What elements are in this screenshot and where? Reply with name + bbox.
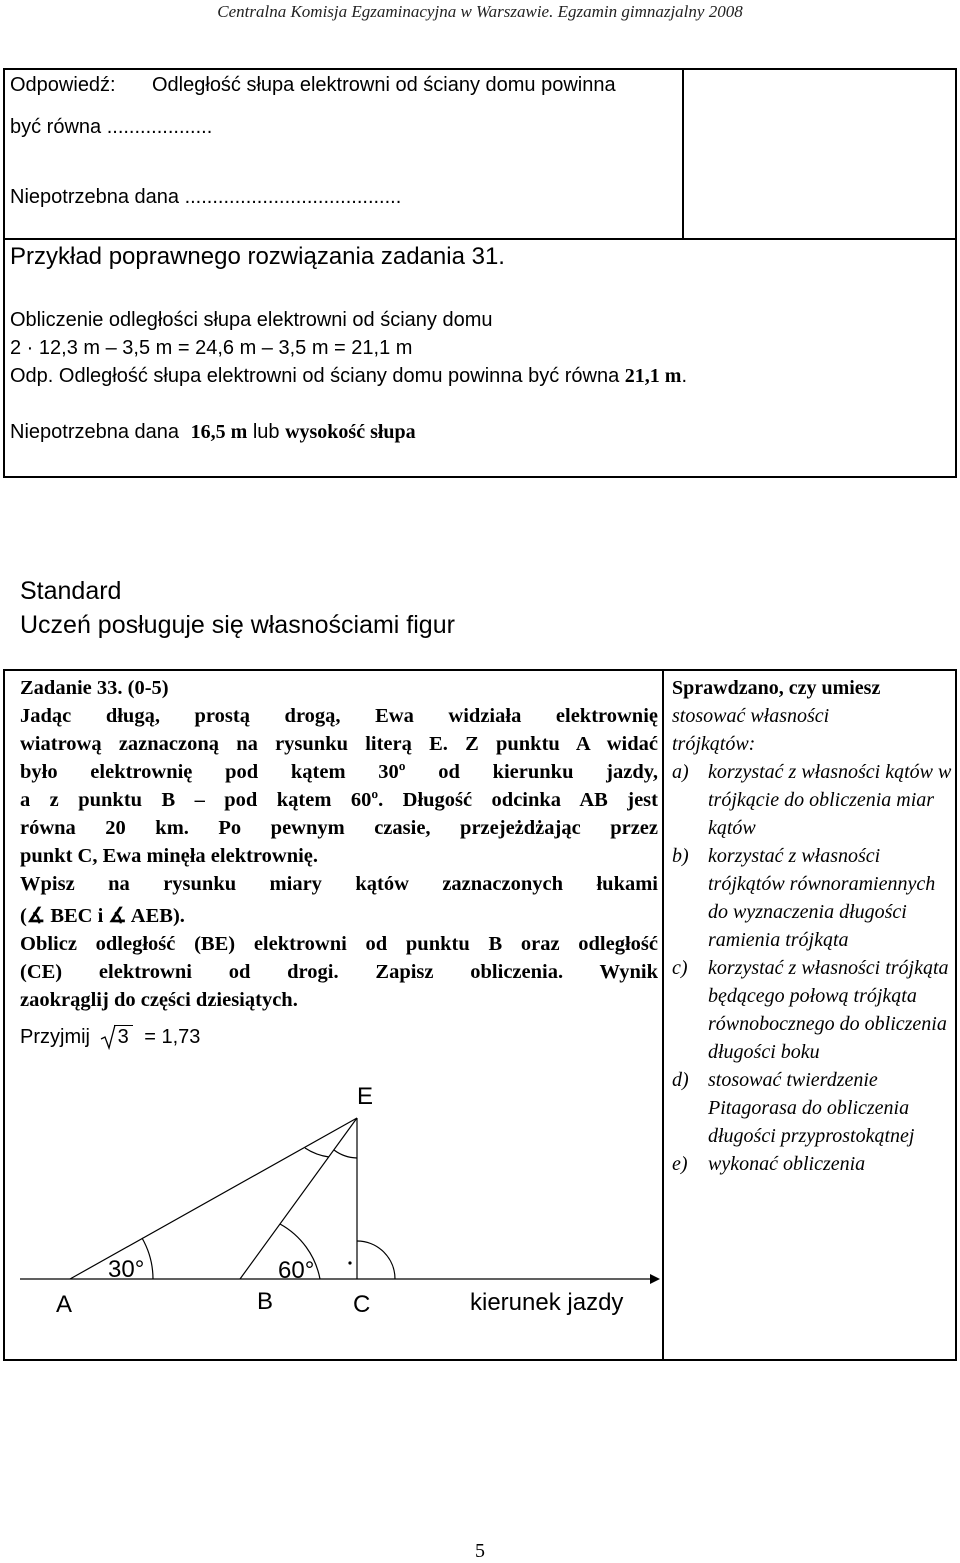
task-p1-line2: wiatrową zaznaczoną na rysunku literą E. Z punktu A widać [20, 733, 658, 755]
segment-AE [70, 1118, 357, 1279]
standard-subtitle: Uczeń posługuje się własnościami figur [20, 611, 455, 639]
criteria-intro-line2: trójkątów: [672, 733, 756, 755]
criteria-item-a-label: a) [672, 761, 689, 783]
criteria-item-b-label: b) [672, 845, 689, 867]
task-p1-line5: równa 20 km. Po pewnym czasie, przejeżdżając przez [20, 817, 658, 839]
odp-text: Odp. Odległość słupa elektrowni od ściany domu powinna być równa [10, 365, 620, 387]
criteria-intro-line1: stosować własności [672, 705, 830, 727]
task-p1-line4: a z punktu B – pod kątem 60º. Długość odcinka AB jest [20, 789, 658, 811]
angle-arc-AEB [305, 1148, 329, 1157]
example-title: Przykład poprawnego rozwiązania zadania 31. [10, 243, 505, 270]
task-box-divider [662, 669, 664, 1361]
criteria-item-b-text: korzystać z własności trójkątów równoramiennych do wyznaczenia długości ramienia trójkąta [708, 845, 936, 951]
angle-label-A: 30° [108, 1256, 145, 1283]
label-C: C [353, 1291, 371, 1318]
criteria-item-c [672, 954, 952, 1066]
calc-title: Obliczenie odległości słupa elektrowni od ściany domu [10, 309, 493, 331]
assume-value: = 1,73 [144, 1026, 201, 1048]
task-p2-line2: (∡ BEC i ∡ AEB). [20, 905, 185, 927]
unneeded-or: lub [252, 421, 280, 443]
criteria-item-b [672, 842, 952, 954]
odp-end: . [681, 365, 688, 387]
criteria-item-d [672, 1066, 952, 1150]
label-A: A [56, 1291, 73, 1318]
answer-line-2: być równa ................... [10, 116, 213, 138]
criteria-item-c-label: c) [672, 957, 688, 979]
sqrt-radicand: 3 [114, 1025, 133, 1048]
criteria-column [672, 674, 952, 1178]
answer-line-1: Odległość słupa elektrowni od ściany domu powinna [152, 74, 616, 96]
criteria-item-d-text: stosować twierdzenie Pitagorasa do obliczenia długości przyprostokątnej [708, 1069, 915, 1147]
direction-arrow-icon [650, 1274, 660, 1284]
calc-line: 2 · 12,3 m – 3,5 m = 24,6 m – 3,5 m = 21,1 m [10, 337, 413, 359]
criteria-item-c-text: korzystać z własności trójkąta będącego połową trójkąta równobocznego do obliczenia długości boku [708, 957, 949, 1063]
sqrt-expression [100, 1026, 133, 1049]
page-number: 5 [475, 1540, 485, 1562]
odp-value: 21,1 m [624, 365, 682, 387]
assume-prefix: Przyjmij [20, 1026, 90, 1048]
unneeded-data-line: Niepotrzebna dana ....................................... [10, 186, 402, 208]
task-p3-line3: zaokrąglij do części dziesiątych. [20, 989, 298, 1011]
angle-label-B: 60° [278, 1257, 315, 1284]
answer-box-divider-vertical [682, 68, 684, 240]
standard-title: Standard [20, 577, 122, 605]
task-p1-line1: Jadąc długą, prostą drogą, Ewa widziała elektrownię [20, 705, 658, 727]
label-E: E [357, 1083, 374, 1110]
criteria-header: Sprawdzano, czy umiesz [672, 677, 881, 699]
label-B: B [257, 1288, 274, 1315]
task-p1-line3: było elektrownię pod kątem 30º od kierunku jazdy, [20, 761, 658, 783]
answer-label: Odpowiedź: [10, 74, 116, 96]
task-p2-line1: Wpisz na rysunku miary kątów zaznaczonych łukami [20, 873, 658, 895]
angle-arc-C [357, 1241, 395, 1279]
answer-box-divider-horizontal [3, 238, 957, 240]
unneeded-value: 16,5 m [190, 421, 248, 443]
task-p1-line6: punkt C, Ewa minęła elektrownię. [20, 845, 319, 867]
criteria-item-d-label: d) [672, 1069, 689, 1091]
assume-line [20, 1026, 200, 1049]
unneeded-answer-line [10, 421, 416, 444]
unneeded-alt: wysokość słupa [285, 421, 416, 443]
segment-BE [240, 1118, 357, 1279]
angle-arc-BEC [334, 1150, 357, 1158]
criteria-item-a [672, 758, 952, 842]
page-header: Centralna Komisja Egzaminacyjna w Warszawie. Egzamin gimnazjalny 2008 [217, 2, 743, 21]
task-p3-line1: Oblicz odległość (BE) elektrowni od punktu B oraz odległość [20, 933, 658, 955]
sqrt-icon [100, 1024, 116, 1050]
criteria-item-e-label: e) [672, 1153, 688, 1175]
task-p3-line2: (CE) elektrowni od drogi. Zapisz obliczenia. Wynik [20, 961, 658, 983]
criteria-item-e [672, 1150, 952, 1178]
right-angle-dot [348, 1261, 351, 1264]
criteria-item-a-text: korzystać z własności kątów w trójkącie do obliczenia miar kątów [708, 761, 952, 839]
task-title: Zadanie 33. (0-5) [20, 677, 169, 699]
unneeded-label: Niepotrzebna dana [10, 421, 180, 443]
task-content [20, 674, 658, 1014]
criteria-item-e-text: wykonać obliczenia [708, 1153, 866, 1175]
direction-label: kierunek jazdy [470, 1289, 624, 1316]
triangle-figure [0, 1060, 662, 1360]
odp-line [10, 365, 687, 388]
